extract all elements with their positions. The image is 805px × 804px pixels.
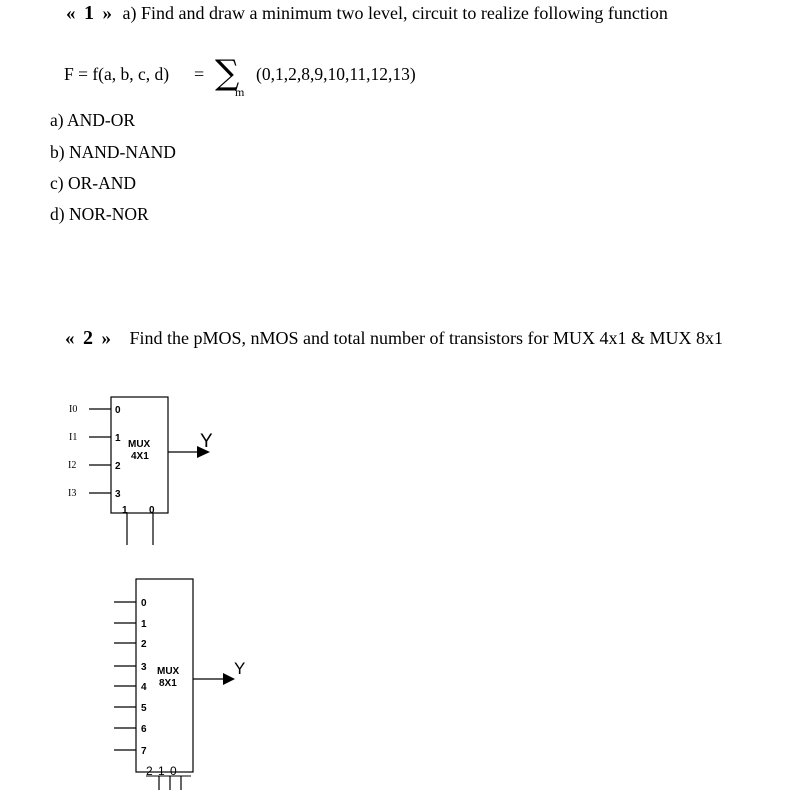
question-2-close-mark: » bbox=[101, 328, 111, 349]
mux-8x1-output-label: Y bbox=[234, 659, 246, 678]
mux-4x1-select-label: 0 bbox=[149, 505, 155, 516]
mux-8x1-pin: 5 bbox=[141, 703, 147, 714]
option-or-and: c) OR-AND bbox=[50, 173, 137, 193]
mux-8x1-pin: 7 bbox=[141, 746, 147, 757]
mux-4x1-input-label: I1 bbox=[69, 432, 78, 443]
option-nand-nand: b) NAND-NAND bbox=[50, 142, 176, 162]
mux-4x1-pin: 2 bbox=[115, 461, 121, 472]
mux-4x1-size-label: 4X1 bbox=[131, 451, 149, 462]
option-and-or: a) AND-OR bbox=[50, 110, 136, 130]
mux-4x1-label: MUX bbox=[128, 439, 151, 450]
mux-8x1-pin: 1 bbox=[141, 619, 147, 630]
mux-8x1-pin: 3 bbox=[141, 662, 147, 673]
mux-4x1-select-label: 1 bbox=[122, 505, 128, 516]
mux-4x1-input-label: I0 bbox=[69, 404, 78, 415]
option-nor-nor: d) NOR-NOR bbox=[50, 204, 149, 224]
mux-4x1-diagram bbox=[68, 397, 213, 545]
mux-8x1-label: MUX bbox=[157, 666, 180, 677]
question-2-number: 2 bbox=[83, 327, 93, 349]
mux-4x1-pin: 3 bbox=[115, 489, 121, 500]
sigma-subscript: m bbox=[235, 85, 245, 99]
mux-8x1-pin: 6 bbox=[141, 724, 147, 735]
mux-8x1-select-labels: 2 1 0 bbox=[146, 764, 178, 778]
minterm-list: (0,1,2,8,9,10,11,12,13) bbox=[256, 64, 416, 84]
question-1-text: a) Find and draw a minimum two level, circuit to realize following function bbox=[122, 3, 668, 23]
question-2-open-mark: « bbox=[65, 328, 75, 349]
mux-4x1-output-label: Y bbox=[200, 431, 213, 452]
mux-8x1-size-label: 8X1 bbox=[159, 678, 177, 689]
mux-8x1-pin: 4 bbox=[141, 682, 147, 693]
mux-4x1-input-label: I2 bbox=[68, 460, 77, 471]
question-2-text: Find the pMOS, nMOS and total number of transistors for MUX 4x1 & MUX 8x1 bbox=[129, 328, 723, 348]
mux-4x1-pin: 1 bbox=[115, 433, 121, 444]
mux-8x1-diagram bbox=[114, 579, 245, 790]
function-lhs: F = f(a, b, c, d) bbox=[64, 64, 170, 84]
question-1-number: 1 bbox=[84, 2, 94, 24]
mux-8x1-pin: 0 bbox=[141, 598, 147, 609]
mux-8x1-pin: 2 bbox=[141, 639, 147, 650]
sigma-symbol: ∑ bbox=[215, 53, 240, 93]
mux-4x1-pin: 0 bbox=[115, 405, 121, 416]
question-1-open-mark: « bbox=[66, 3, 76, 24]
function-equals: = bbox=[194, 64, 205, 84]
question-1-close-mark: » bbox=[102, 3, 112, 24]
mux-4x1-input-label: I3 bbox=[68, 488, 77, 499]
